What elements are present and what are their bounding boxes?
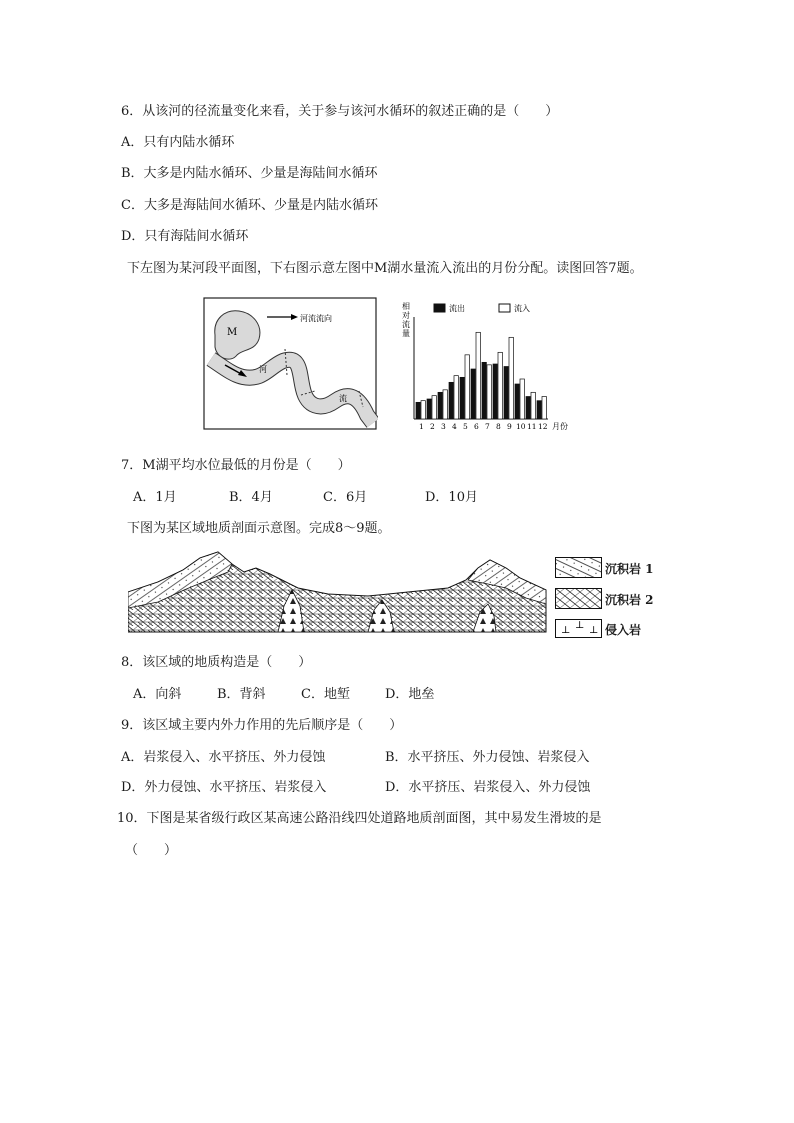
question-8-option-d: D．地垒 xyxy=(385,687,435,702)
question-6-option-c: C．大多是海陆间水循环、少量是内陆水循环 xyxy=(121,198,378,213)
geologic-cross-section xyxy=(128,546,548,646)
question-7-option-d: D．10月 xyxy=(425,490,478,505)
bar-outflow-month-4 xyxy=(449,382,453,419)
bar-inflow-month-6 xyxy=(476,332,480,419)
bar-outflow-month-11 xyxy=(526,397,530,420)
x-tick-label-8: 8 xyxy=(496,422,501,431)
question-6-stem: 6．从该河的径流量变化来看，关于参与该河水循环的叙述正确的是（ ） xyxy=(121,104,559,119)
bar-outflow-month-8 xyxy=(493,364,497,419)
x-tick-label-7: 7 xyxy=(485,422,490,431)
x-tick-label-5: 5 xyxy=(463,422,468,431)
x-tick-label-9: 9 xyxy=(507,422,512,431)
sedimentary-2-swatch-icon xyxy=(555,588,603,610)
bar-outflow-month-10 xyxy=(515,384,519,419)
bar-inflow-month-2 xyxy=(432,396,436,419)
river-char-2: 流 xyxy=(339,394,347,403)
chart-ylabel: 相对流量 xyxy=(402,302,410,338)
bar-inflow-month-10 xyxy=(520,379,524,419)
x-tick-label-4: 4 xyxy=(452,422,457,431)
bar-inflow-month-9 xyxy=(509,337,513,419)
bar-inflow-month-1 xyxy=(421,401,425,419)
lake-label: M xyxy=(227,327,238,338)
x-tick-label-11: 11 xyxy=(527,422,537,431)
x-tick-label-6: 6 xyxy=(474,422,479,431)
bar-inflow-month-7 xyxy=(487,365,491,419)
bar-inflow-month-5 xyxy=(465,355,469,419)
question-6-option-a: A．只有内陆水循环 xyxy=(121,135,235,150)
intro-question-8-9: 下图为某区域地质剖面示意图。完成8～9题。 xyxy=(127,521,391,536)
bar-outflow-month-2 xyxy=(427,399,431,419)
legend-label-intrusive: 侵入岩 xyxy=(605,623,642,637)
svg-text:⊥: ⊥ xyxy=(575,620,585,631)
question-10-stem: 10．下图是某省级行政区某高速公路沿线四处道路地质剖面图，其中易发生滑坡的是 xyxy=(117,811,602,826)
bar-outflow-month-7 xyxy=(482,362,486,419)
bar-outflow-month-6 xyxy=(471,369,475,419)
question-10-answer-paren: （ ） xyxy=(125,843,178,858)
question-6-option-d: D．只有海陆间水循环 xyxy=(121,229,249,244)
legend-swatch-inflow xyxy=(499,304,510,312)
river-char-1: 河 xyxy=(259,365,267,374)
bar-inflow-month-12 xyxy=(542,397,546,420)
question-9-stem: 9．该区域主要内外力作用的先后顺序是（ ） xyxy=(121,718,403,733)
legend-label-sedimentary-2: 沉积岩 2 xyxy=(605,593,654,607)
bar-outflow-month-3 xyxy=(438,392,442,419)
lake-flow-bar-chart xyxy=(396,295,582,435)
bar-outflow-month-5 xyxy=(460,377,464,419)
x-tick-label-3: 3 xyxy=(441,422,446,431)
question-9-option-c: D．外力侵蚀、水平挤压、岩浆侵入 xyxy=(121,780,327,795)
x-tick-label-10: 10 xyxy=(516,422,526,431)
intro-question-7: 下左图为某河段平面图，下右图示意左图中M湖水量流入流出的月份分配。读图回答7题。 xyxy=(127,261,643,276)
bar-inflow-month-3 xyxy=(443,390,447,419)
bar-outflow-month-1 xyxy=(416,402,420,419)
question-8-option-b: B．背斜 xyxy=(217,687,266,702)
question-8-option-c: C．地堑 xyxy=(301,687,350,702)
question-7-option-a: A．1月 xyxy=(133,490,177,505)
question-7-stem: 7．M湖平均水位最低的月份是（ ） xyxy=(121,458,351,473)
bar-inflow-month-4 xyxy=(454,376,458,419)
question-6-option-b: B．大多是内陆水循环、少量是海陆间水循环 xyxy=(121,166,378,181)
x-tick-label-12: 12 xyxy=(538,422,548,431)
bar-inflow-month-11 xyxy=(531,392,535,419)
svg-text:⊥: ⊥ xyxy=(561,625,571,636)
bar-outflow-month-9 xyxy=(504,367,508,420)
legend-label-sedimentary-1: 沉积岩 1 xyxy=(605,562,654,576)
flow-direction-label: 河流流向 xyxy=(300,314,332,323)
intrusive-swatch-icon xyxy=(555,619,603,639)
question-8-stem: 8．该区域的地质构造是（ ） xyxy=(121,655,312,670)
x-tick-label-2: 2 xyxy=(430,422,435,431)
question-9-option-a: A．岩浆侵入、水平挤压、外力侵蚀 xyxy=(121,750,326,765)
question-7-option-b: B．4月 xyxy=(229,490,273,505)
question-8-option-a: A．向斜 xyxy=(133,687,182,702)
svg-text:⊥: ⊥ xyxy=(589,625,599,636)
bar-outflow-month-12 xyxy=(537,401,541,419)
bar-inflow-month-8 xyxy=(498,352,502,419)
river-plan-map xyxy=(203,297,378,431)
x-tick-label-1: 1 xyxy=(419,422,424,431)
question-7-option-c: C．6月 xyxy=(323,490,368,505)
legend-swatch-outflow xyxy=(434,304,445,312)
chart-xlabel: 月份 xyxy=(552,422,568,431)
legend-label-outflow: 流出 xyxy=(449,304,465,313)
question-9-option-d: D．水平挤压、岩浆侵入、外力侵蚀 xyxy=(385,780,591,795)
legend-label-inflow: 流入 xyxy=(514,304,530,313)
question-9-option-b: B．水平挤压、外力侵蚀、岩浆侵入 xyxy=(385,750,590,765)
sedimentary-1-swatch-icon xyxy=(555,557,603,579)
